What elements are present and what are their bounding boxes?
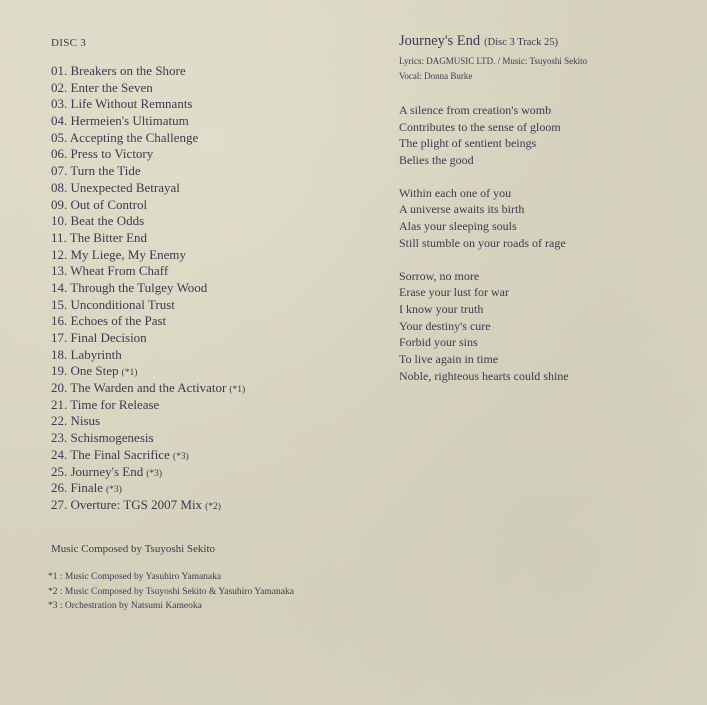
track-title: 04. Hermeien's Ultimatum [51,113,189,129]
track-title: 17. Final Decision [51,330,147,345]
lyric-line: A silence from creation's womb [399,103,552,117]
track-title: 14. Through the Tulgey Wood [51,279,208,295]
lyric-stanza [399,185,699,252]
track-title: 03. Life Without Remnants [51,96,193,112]
vocal-credit: Vocal: Donna Burke [399,71,473,81]
track-title: 23. Schismogenesis [51,430,154,446]
track-title: 18. Labyrinth [51,346,122,362]
lyric-line: Belies the good [399,153,474,168]
composer-credit: Music Composed by Tsuyoshi Sekito [51,543,216,555]
track-title: 15. Unconditional Trust [51,296,175,312]
track-title: 09. Out of Control [51,196,148,212]
lyric-stanza [399,102,699,169]
song-reference: (Disc 3 Track 25) [484,37,558,48]
lyric-line: The plight of sentient beings [399,136,537,151]
lyric-line: Sorrow, no more [399,268,480,283]
track-item [51,380,381,397]
track-title: 26. Finale [51,480,103,496]
track-item [51,480,381,497]
lyrics [399,102,699,384]
track-item [51,247,381,264]
track-item [51,330,381,347]
track-title: 13. Wheat From Chaff [51,263,169,279]
track-title: 01. Breakers on the Shore [51,63,186,78]
track-title: 12. My Liege, My Enemy [51,246,187,262]
track-note: (*3) [106,485,122,496]
track-note: (*3) [146,468,163,479]
footnote: *2 : Music Composed by Tsuyoshi Sekito & Yasuhiro Yamanaka [48,586,294,597]
lyric-line: To live again in time [399,351,499,366]
track-title: 10. Beat the Odds [51,213,145,229]
lyric-line: Within each one of you [399,185,512,200]
track-item [51,113,381,130]
track-item [51,397,381,414]
track-title: 21. Time for Release [51,396,160,412]
track-item [51,263,381,280]
track-item [51,297,381,314]
track-item [51,146,381,163]
tracklist [51,63,381,514]
track-note: (*2) [205,501,221,512]
tracklist-column [51,37,381,514]
lyric-line: Forbid your sins [399,335,478,350]
track-title: 16. Echoes of the Past [51,313,167,329]
track-title: 02. Enter the Seven [51,79,153,95]
track-note: (*1) [121,368,138,379]
track-item [51,363,381,380]
track-title: 19. One Step [51,363,119,379]
track-item [51,347,381,364]
track-title: 05. Accepting the Challenge [51,129,199,145]
lyrics-column [399,33,699,384]
track-title: 25. Journey's End [51,463,144,479]
track-title: 06. Press to Victory [51,146,154,162]
track-item [51,464,381,481]
lyric-stanza [399,268,699,385]
track-title: 27. Overture: TGS 2007 Mix [51,496,203,512]
track-item [51,447,381,464]
track-item [51,180,381,197]
track-item [51,63,381,80]
footnote: *1 : Music Composed by Yasuhiro Yamanaka [48,572,222,582]
track-item [51,230,381,247]
track-title: 22. Nisus [51,413,101,429]
lyric-line: I know your truth [399,301,484,316]
lyric-line: Your destiny's cure [399,318,491,333]
track-title: 24. The Final Sacrifice [51,446,170,462]
lyric-line: Contributes to the sense of gloom [399,119,561,134]
footnotes [48,570,294,614]
track-title: 20. The Warden and the Activator [51,380,227,396]
song-title-line [399,33,699,50]
track-title: 11. The Bitter End [51,229,148,245]
track-item [51,213,381,230]
song-title: Journey's End [399,33,481,49]
track-item [51,130,381,147]
track-item [51,197,381,214]
lyric-line: Still stumble on your roads of rage [399,235,566,250]
lyrics-credit: Lyrics: DAGMUSIC LTD. / Music: Tsuyoshi Sekito [399,56,588,66]
track-item [51,80,381,97]
lyric-line: A universe awaits its birth [399,202,525,217]
track-note: (*3) [172,451,189,462]
lyric-line: Erase your lust for war [399,285,509,300]
track-note: (*1) [229,385,246,396]
track-item [51,163,381,180]
track-item [51,96,381,113]
track-item [51,313,381,330]
disc-label: DISC 3 [51,37,87,49]
track-title: 07. Turn the Tide [51,163,141,179]
track-item [51,280,381,297]
track-item [51,413,381,430]
lyric-line: Noble, righteous hearts could shine [399,368,569,383]
track-item [51,430,381,447]
footnote: *3 : Orchestration by Natsumi Kameoka [48,601,202,611]
track-item [51,497,381,514]
track-title: 08. Unexpected Betrayal [51,179,180,195]
lyric-line: Alas your sleeping souls [399,219,517,234]
song-credits [399,54,699,84]
